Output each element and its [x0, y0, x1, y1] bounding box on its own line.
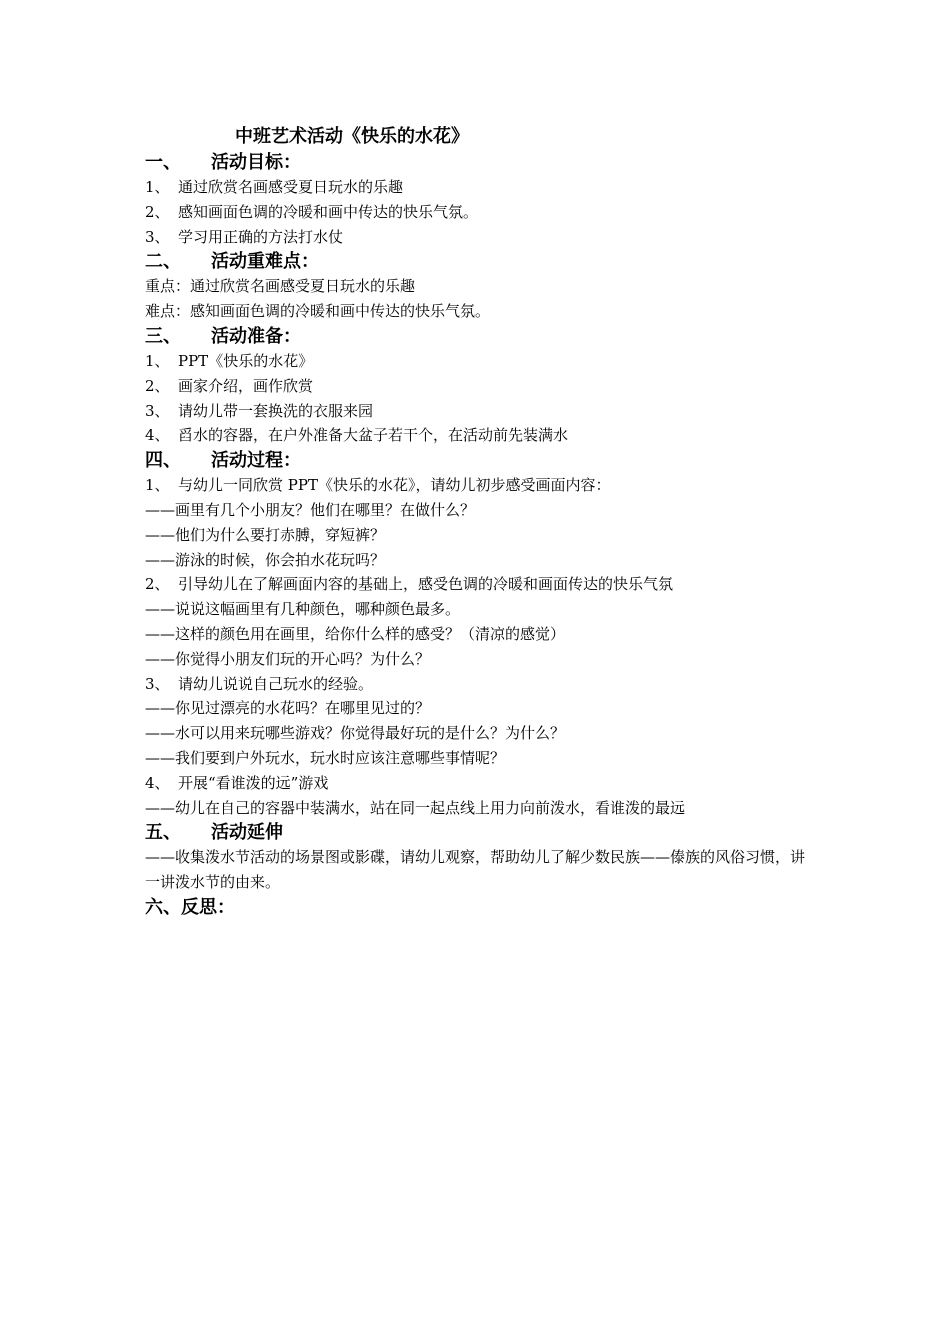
section-number: 一、	[145, 152, 181, 173]
item-number: 3、	[145, 227, 170, 246]
item-text: 请幼儿说说自己玩水的经验。	[178, 674, 374, 693]
process-question: ——你见过漂亮的水花吗？在哪里见过的？	[145, 699, 431, 718]
item-text: 通过欣赏名画感受夏日玩水的乐趣	[178, 178, 404, 196]
section-heading-goals	[145, 150, 815, 175]
goal-item	[145, 175, 815, 200]
section-heading-reflection	[145, 895, 815, 920]
item-text: PPT《快乐的水花》	[178, 351, 314, 370]
section-number: 三、	[145, 325, 181, 347]
extension-text: ——收集泼水节活动的场景图或影碟，请幼儿观察，帮助幼儿了解少数民族——傣族的风俗习惯，讲一讲泼水节的由来。	[145, 848, 806, 892]
goal-item	[145, 225, 815, 250]
section-title: 活动延伸	[211, 822, 283, 844]
section-title: 活动重难点：	[211, 251, 319, 273]
item-number: 2、	[145, 575, 170, 594]
key-point: 重点：通过欣赏名画感受夏日玩水的乐趣	[145, 277, 416, 296]
item-text: 开展“看谁泼的远”游戏	[178, 773, 329, 792]
section-heading-process	[145, 448, 815, 473]
process-step	[145, 672, 815, 697]
process-question: ——你觉得小朋友们玩的开心吗？为什么？	[145, 649, 431, 668]
item-number: 3、	[145, 401, 170, 420]
process-step	[145, 771, 815, 796]
prep-item	[145, 349, 815, 374]
item-number: 1、	[145, 351, 170, 370]
document-page	[145, 124, 815, 920]
item-text: 与幼儿一同欣赏 PPT《快乐的水花》，请幼儿初步感受画面内容：	[178, 476, 611, 495]
item-text: 学习用正确的方法打水仗	[178, 227, 344, 246]
process-question: ——我们要到户外玩水，玩水时应该注意哪些事情呢？	[145, 748, 506, 767]
item-text: 感知画面色调的冷暖和画中传达的快乐气氛。	[178, 202, 479, 221]
prep-item	[145, 399, 815, 424]
process-step	[145, 572, 815, 597]
section-number: 二、	[145, 251, 181, 273]
item-number: 1、	[145, 178, 170, 196]
goal-item	[145, 200, 815, 225]
process-question: ——说说这幅画里有几种颜色，哪种颜色最多。	[145, 600, 461, 619]
section-title: 活动准备：	[211, 325, 301, 347]
section-number: 四、	[145, 450, 181, 472]
process-step	[145, 473, 815, 498]
process-question: ——这样的颜色用在画里，给你什么样的感受？（清凉的感觉）	[145, 624, 566, 643]
section-title: 六、反思：	[145, 896, 235, 918]
item-text: 画家介绍，画作欣赏	[178, 376, 314, 395]
item-text: 请幼儿带一套换洗的衣服来园	[178, 401, 374, 420]
section-heading-preparation	[145, 324, 815, 349]
difficult-point: 难点：感知画面色调的冷暖和画中传达的快乐气氛。	[145, 302, 491, 321]
item-text: 引导幼儿在了解画面内容的基础上，感受色调的冷暖和画面传达的快乐气氛	[178, 575, 674, 594]
process-question: ——幼儿在自己的容器中装满水，站在同一起点线上用力向前泼水，看谁泼的最远	[145, 798, 686, 817]
section-heading-extension	[145, 820, 815, 845]
section-title: 活动过程：	[211, 450, 301, 472]
process-question: ——画里有几个小朋友？他们在哪里？在做什么？	[145, 500, 476, 519]
item-number: 2、	[145, 376, 170, 395]
process-question: ——他们为什么要打赤膊，穿短裤？	[145, 525, 386, 544]
process-question: ——游泳的时候，你会拍水花玩吗？	[145, 550, 386, 569]
item-number: 4、	[145, 426, 170, 445]
document-title: 中班艺术活动《快乐的水花》	[235, 126, 469, 147]
section-heading-key-points	[145, 249, 815, 274]
item-number: 3、	[145, 674, 170, 693]
item-text: 舀水的容器，在户外准备大盆子若干个，在活动前先装满水	[178, 426, 569, 445]
section-title: 活动目标：	[211, 152, 301, 173]
item-number: 2、	[145, 202, 170, 221]
section-number: 五、	[145, 822, 181, 844]
prep-item	[145, 423, 815, 448]
item-number: 1、	[145, 476, 170, 495]
process-question: ——水可以用来玩哪些游戏？你觉得最好玩的是什么？为什么？	[145, 724, 566, 743]
prep-item	[145, 374, 815, 399]
item-number: 4、	[145, 773, 170, 792]
